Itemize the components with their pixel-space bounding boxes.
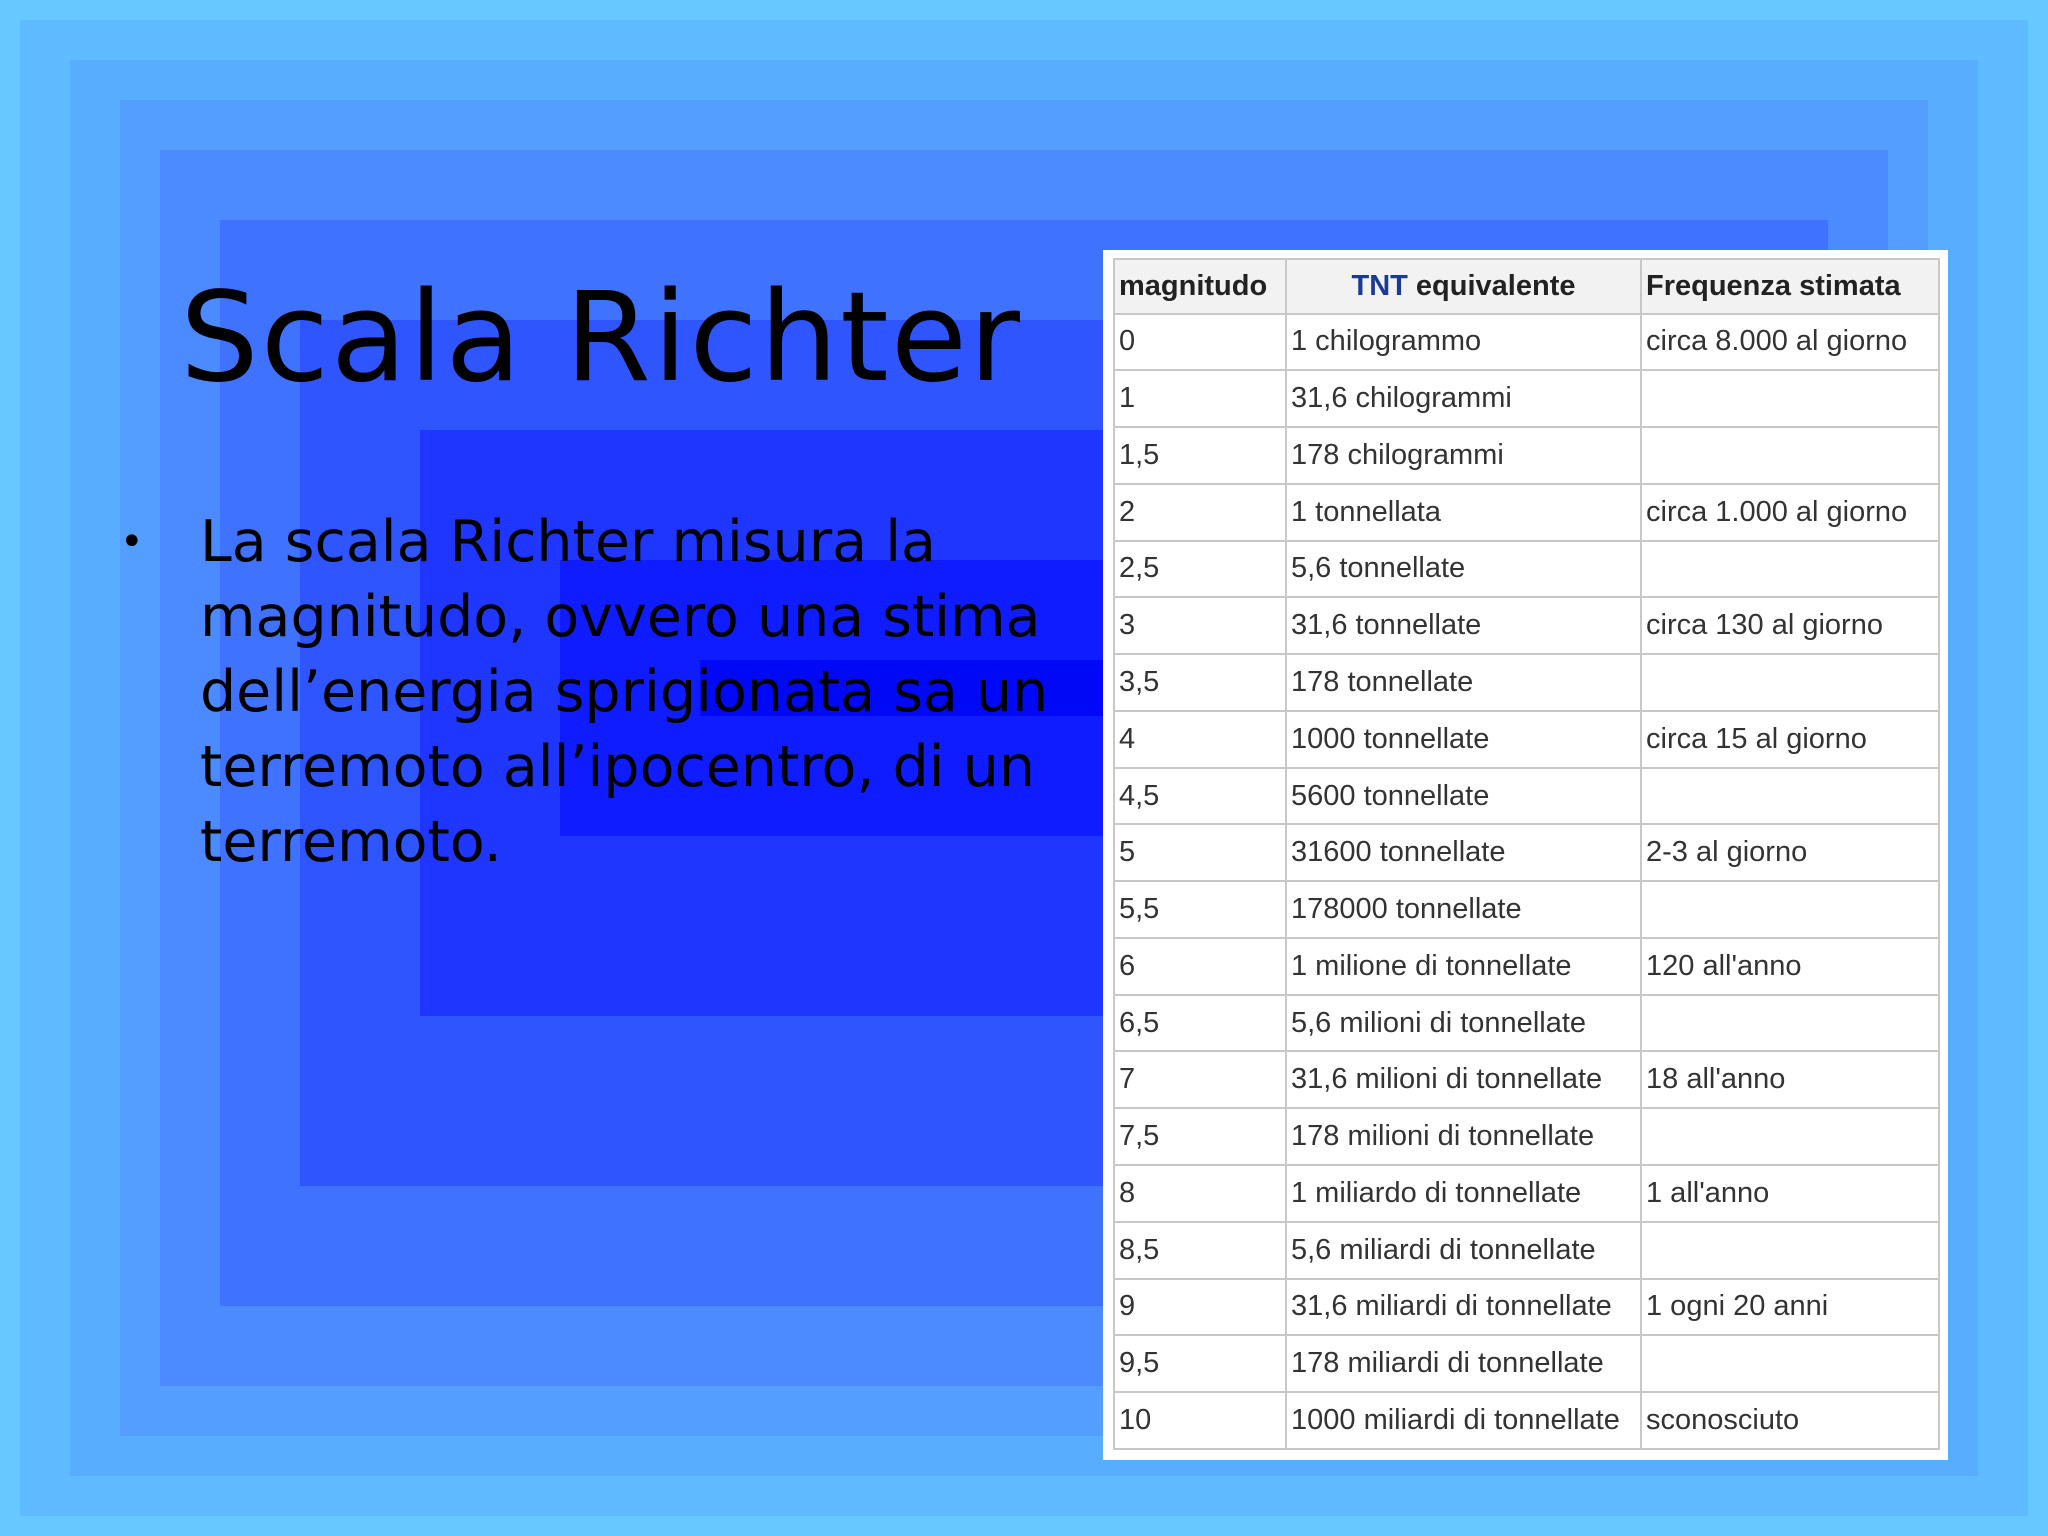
cell-frequency — [1641, 370, 1939, 427]
cell-frequency — [1641, 427, 1939, 484]
header-tnt-rest: equivalente — [1407, 269, 1576, 302]
cell-magnitude: 9,5 — [1114, 1335, 1286, 1392]
cell-frequency: sconosciuto — [1641, 1392, 1939, 1449]
cell-magnitude: 4 — [1114, 711, 1286, 768]
table-row — [1114, 881, 1939, 938]
table-row — [1114, 314, 1939, 371]
richter-table-panel — [1103, 250, 1948, 1460]
table-row — [1114, 484, 1939, 541]
cell-magnitude: 3,5 — [1114, 654, 1286, 711]
cell-frequency — [1641, 541, 1939, 598]
cell-magnitude: 1,5 — [1114, 427, 1286, 484]
cell-frequency — [1641, 654, 1939, 711]
richter-table — [1113, 258, 1940, 1450]
cell-magnitude: 8,5 — [1114, 1222, 1286, 1279]
header-tnt — [1286, 259, 1641, 314]
cell-tnt: 5,6 tonnellate — [1286, 541, 1641, 598]
cell-tnt: 1 milione di tonnellate — [1286, 938, 1641, 995]
cell-frequency: 1 all'anno — [1641, 1165, 1939, 1222]
cell-tnt: 1 chilogrammo — [1286, 314, 1641, 371]
cell-tnt: 178 milioni di tonnellate — [1286, 1108, 1641, 1165]
cell-magnitude: 9 — [1114, 1279, 1286, 1336]
cell-frequency — [1641, 881, 1939, 938]
cell-frequency: 120 all'anno — [1641, 938, 1939, 995]
cell-tnt: 1000 tonnellate — [1286, 711, 1641, 768]
table-row — [1114, 1392, 1939, 1449]
cell-tnt: 5,6 miliardi di tonnellate — [1286, 1222, 1641, 1279]
table-row — [1114, 370, 1939, 427]
cell-tnt: 178000 tonnellate — [1286, 881, 1641, 938]
cell-frequency — [1641, 995, 1939, 1052]
table-row — [1114, 427, 1939, 484]
cell-tnt: 178 tonnellate — [1286, 654, 1641, 711]
cell-frequency: 1 ogni 20 anni — [1641, 1279, 1939, 1336]
table-row — [1114, 1222, 1939, 1279]
cell-magnitude: 5,5 — [1114, 881, 1286, 938]
cell-frequency: 2-3 al giorno — [1641, 824, 1939, 881]
cell-magnitude: 2,5 — [1114, 541, 1286, 598]
cell-magnitude: 1 — [1114, 370, 1286, 427]
table-row — [1114, 938, 1939, 995]
cell-frequency — [1641, 1108, 1939, 1165]
cell-magnitude: 2 — [1114, 484, 1286, 541]
cell-frequency: circa 8.000 al giorno — [1641, 314, 1939, 371]
cell-tnt: 31,6 tonnellate — [1286, 597, 1641, 654]
table-row — [1114, 1108, 1939, 1165]
cell-magnitude: 3 — [1114, 597, 1286, 654]
cell-tnt: 5600 tonnellate — [1286, 768, 1641, 825]
cell-magnitude: 4,5 — [1114, 768, 1286, 825]
cell-magnitude: 7 — [1114, 1051, 1286, 1108]
cell-tnt: 1 tonnellata — [1286, 484, 1641, 541]
cell-magnitude: 5 — [1114, 824, 1286, 881]
bullet-marker: • — [120, 519, 144, 565]
cell-tnt: 31,6 milioni di tonnellate — [1286, 1051, 1641, 1108]
table-header-row — [1114, 259, 1939, 314]
cell-tnt: 31600 tonnellate — [1286, 824, 1641, 881]
table-row — [1114, 1279, 1939, 1336]
tnt-link[interactable]: TNT — [1351, 269, 1408, 302]
cell-frequency: circa 1.000 al giorno — [1641, 484, 1939, 541]
cell-magnitude: 8 — [1114, 1165, 1286, 1222]
cell-tnt: 5,6 milioni di tonnellate — [1286, 995, 1641, 1052]
cell-magnitude: 10 — [1114, 1392, 1286, 1449]
cell-magnitude: 0 — [1114, 314, 1286, 371]
table-row — [1114, 824, 1939, 881]
cell-tnt: 31,6 chilogrammi — [1286, 370, 1641, 427]
bullet-list — [120, 505, 1070, 880]
cell-tnt: 178 chilogrammi — [1286, 427, 1641, 484]
cell-tnt: 1 miliardo di tonnellate — [1286, 1165, 1641, 1222]
cell-magnitude: 7,5 — [1114, 1108, 1286, 1165]
table-row — [1114, 1335, 1939, 1392]
slide-title: Scala Richter — [180, 266, 1022, 410]
table-body — [1114, 314, 1939, 1450]
header-frequency: Frequenza stimata — [1641, 259, 1939, 314]
table-row — [1114, 768, 1939, 825]
cell-frequency — [1641, 1222, 1939, 1279]
cell-frequency: circa 15 al giorno — [1641, 711, 1939, 768]
table-row — [1114, 654, 1939, 711]
cell-magnitude: 6 — [1114, 938, 1286, 995]
table-row — [1114, 711, 1939, 768]
table-row — [1114, 541, 1939, 598]
cell-tnt: 31,6 miliardi di tonnellate — [1286, 1279, 1641, 1336]
cell-magnitude: 6,5 — [1114, 995, 1286, 1052]
table-row — [1114, 597, 1939, 654]
cell-tnt: 178 miliardi di tonnellate — [1286, 1335, 1641, 1392]
bullet-text: La scala Richter misura la magnitudo, ovvero una stima dell’energia sprigionata sa un terremoto all’ipocentro, di un terremoto. — [200, 509, 1049, 875]
cell-frequency — [1641, 768, 1939, 825]
table-row — [1114, 1051, 1939, 1108]
table-row — [1114, 1165, 1939, 1222]
cell-frequency: 18 all'anno — [1641, 1051, 1939, 1108]
cell-frequency — [1641, 1335, 1939, 1392]
cell-frequency: circa 130 al giorno — [1641, 597, 1939, 654]
cell-tnt: 1000 miliardi di tonnellate — [1286, 1392, 1641, 1449]
header-magnitude: magnitudo — [1114, 259, 1286, 314]
table-row — [1114, 995, 1939, 1052]
